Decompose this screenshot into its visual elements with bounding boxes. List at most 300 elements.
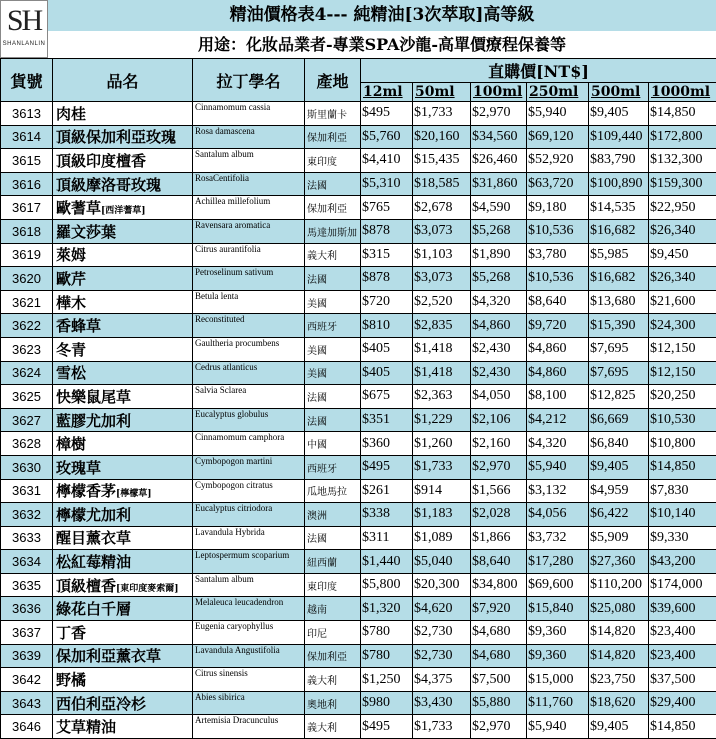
- product-name-text: 肉桂: [56, 105, 86, 123]
- latin-name: Leptospermum scoparium: [193, 550, 305, 574]
- price-cell: $1,566: [471, 479, 527, 503]
- price-cell: $20,250: [649, 385, 716, 409]
- price-cell: $338: [361, 503, 413, 527]
- price-cell: $405: [361, 337, 413, 361]
- price-cell: $4,680: [471, 644, 527, 668]
- price-cell: $43,200: [649, 550, 716, 574]
- price-cell: $495: [361, 715, 413, 739]
- page-subtitle: 用途：化妝品業者-專業SPA沙龍-高單價療程保養等: [48, 31, 716, 58]
- product-name: [53, 361, 193, 385]
- product-name: [53, 550, 193, 574]
- origin: 保加利亞: [305, 644, 361, 668]
- latin-name: Citrus aurantifolia: [193, 243, 305, 267]
- price-cell: $8,640: [471, 550, 527, 574]
- price-cell: $15,000: [527, 668, 589, 692]
- product-name-text: 樺木: [56, 294, 86, 312]
- price-cell: $4,860: [471, 314, 527, 338]
- origin: 保加利亞: [305, 125, 361, 149]
- product-code: 3619: [1, 243, 53, 267]
- header-name: 品名: [53, 59, 193, 102]
- product-name-text: 艾草精油: [56, 718, 116, 736]
- price-cell: $720: [361, 290, 413, 314]
- product-name-text: 藍膠尤加利: [56, 412, 131, 430]
- product-name-tag: [西洋蓍草]: [101, 206, 146, 216]
- price-cell: $6,669: [589, 408, 649, 432]
- product-name: [53, 432, 193, 456]
- product-name-text: 快樂鼠尾草: [56, 388, 131, 406]
- price-cell: $4,375: [413, 668, 471, 692]
- product-name-text: 樟樹: [56, 435, 86, 453]
- price-cell: $1,890: [471, 243, 527, 267]
- product-name-text: 玫瑰草: [56, 459, 101, 477]
- product-code: 3616: [1, 172, 53, 196]
- price-cell: $15,435: [413, 149, 471, 173]
- latin-name: Reconstituted: [193, 314, 305, 338]
- price-cell: $4,620: [413, 597, 471, 621]
- price-cell: $675: [361, 385, 413, 409]
- price-cell: $2,970: [471, 102, 527, 126]
- price-cell: $14,850: [649, 102, 716, 126]
- header-price: 直購價[NT$]: [361, 59, 716, 83]
- table-row: [1, 432, 716, 456]
- price-cell: $5,040: [413, 550, 471, 574]
- price-cell: $1,260: [413, 432, 471, 456]
- price-cell: $4,680: [471, 621, 527, 645]
- price-cell: $18,585: [413, 172, 471, 196]
- header-size: 12ml: [361, 83, 413, 102]
- price-cell: $5,940: [527, 102, 589, 126]
- product-name: [53, 597, 193, 621]
- origin: 紐西蘭: [305, 550, 361, 574]
- price-cell: $5,310: [361, 172, 413, 196]
- product-code: 3624: [1, 361, 53, 385]
- table-row: [1, 243, 716, 267]
- table-row: [1, 573, 716, 597]
- product-name: [53, 149, 193, 173]
- table-row: [1, 219, 716, 243]
- price-cell: $17,280: [527, 550, 589, 574]
- price-cell: $16,682: [589, 219, 649, 243]
- latin-name: Lavandula Hybrida: [193, 526, 305, 550]
- product-name: [53, 573, 193, 597]
- price-cell: $8,100: [527, 385, 589, 409]
- origin: 西班牙: [305, 314, 361, 338]
- latin-name: Santalum album: [193, 149, 305, 173]
- price-cell: $110,200: [589, 573, 649, 597]
- price-cell: $12,150: [649, 361, 716, 385]
- price-cell: $14,820: [589, 644, 649, 668]
- price-cell: $4,050: [471, 385, 527, 409]
- product-code: 3621: [1, 290, 53, 314]
- product-name: [53, 267, 193, 291]
- product-code: 3614: [1, 125, 53, 149]
- header-size: 250ml: [527, 83, 589, 102]
- price-cell: $311: [361, 526, 413, 550]
- price-cell: $9,180: [527, 196, 589, 220]
- price-cell: $914: [413, 479, 471, 503]
- latin-name: Citrus sinensis: [193, 668, 305, 692]
- price-cell: $16,682: [589, 267, 649, 291]
- product-code: 3623: [1, 337, 53, 361]
- price-cell: $159,300: [649, 172, 716, 196]
- product-code: 3646: [1, 715, 53, 739]
- origin: 法國: [305, 172, 361, 196]
- price-cell: $8,640: [527, 290, 589, 314]
- price-cell: $4,959: [589, 479, 649, 503]
- price-cell: $10,530: [649, 408, 716, 432]
- price-cell: $7,920: [471, 597, 527, 621]
- origin: 法國: [305, 385, 361, 409]
- header-size: 500ml: [589, 83, 649, 102]
- price-cell: $109,440: [589, 125, 649, 149]
- price-cell: $360: [361, 432, 413, 456]
- price-cell: $2,160: [471, 432, 527, 456]
- product-name: [53, 644, 193, 668]
- price-cell: $495: [361, 455, 413, 479]
- product-code: 3622: [1, 314, 53, 338]
- origin: 義大利: [305, 715, 361, 739]
- latin-name: RosaCentifolia: [193, 172, 305, 196]
- product-name: [53, 455, 193, 479]
- price-cell: $14,850: [649, 455, 716, 479]
- latin-name: Ravensara aromatica: [193, 219, 305, 243]
- product-name-text: 保加利亞薰衣草: [56, 647, 161, 665]
- price-cell: $14,820: [589, 621, 649, 645]
- latin-name: Santalum album: [193, 573, 305, 597]
- latin-name: Betula lenta: [193, 290, 305, 314]
- table-row: [1, 668, 716, 692]
- price-cell: $2,520: [413, 290, 471, 314]
- origin: 西班牙: [305, 455, 361, 479]
- price-cell: $2,430: [471, 337, 527, 361]
- table-row: [1, 597, 716, 621]
- origin: 保加利亞: [305, 196, 361, 220]
- product-name-text: 冬青: [56, 341, 86, 359]
- price-cell: $4,056: [527, 503, 589, 527]
- price-cell: $4,860: [527, 337, 589, 361]
- price-cell: $1,418: [413, 361, 471, 385]
- product-name: [53, 125, 193, 149]
- price-cell: $10,140: [649, 503, 716, 527]
- price-cell: $2,970: [471, 455, 527, 479]
- price-cell: $9,330: [649, 526, 716, 550]
- latin-name: Rosa damascena: [193, 125, 305, 149]
- product-name: [53, 337, 193, 361]
- product-name: [53, 526, 193, 550]
- product-name-text: 雪松: [56, 364, 86, 382]
- price-cell: $14,850: [649, 715, 716, 739]
- header-size: 100ml: [471, 83, 527, 102]
- product-code: 3636: [1, 597, 53, 621]
- table-row: [1, 503, 716, 527]
- origin: 馬達加斯加: [305, 219, 361, 243]
- price-cell: $2,730: [413, 621, 471, 645]
- price-cell: $351: [361, 408, 413, 432]
- price-cell: $10,536: [527, 219, 589, 243]
- price-cell: $12,825: [589, 385, 649, 409]
- price-cell: $20,160: [413, 125, 471, 149]
- product-name: [53, 219, 193, 243]
- price-cell: $2,430: [471, 361, 527, 385]
- latin-name: Melaleuca leucadendron: [193, 597, 305, 621]
- product-code: 3633: [1, 526, 53, 550]
- product-code: 3628: [1, 432, 53, 456]
- product-name: [53, 196, 193, 220]
- price-cell: $9,405: [589, 715, 649, 739]
- price-cell: $5,985: [589, 243, 649, 267]
- table-row: [1, 290, 716, 314]
- origin: 義大利: [305, 243, 361, 267]
- price-cell: $23,400: [649, 644, 716, 668]
- table-row: [1, 526, 716, 550]
- latin-name: Cymbopogon martini: [193, 455, 305, 479]
- latin-name: Cinnamomum cassia: [193, 102, 305, 126]
- latin-name: Artemisia Dracunculus: [193, 715, 305, 739]
- logo-monogram: SH: [1, 1, 47, 41]
- product-name-text: 頂級摩洛哥玫瑰: [56, 176, 161, 194]
- price-table: [0, 58, 716, 739]
- price-cell: $20,300: [413, 573, 471, 597]
- header-origin: 產地: [305, 59, 361, 102]
- price-cell: $22,950: [649, 196, 716, 220]
- product-name-text: 西伯利亞冷杉: [56, 695, 146, 713]
- product-name-text: 野橘: [56, 671, 86, 689]
- table-row: [1, 314, 716, 338]
- latin-name: Petroselinum sativum: [193, 267, 305, 291]
- product-name: [53, 691, 193, 715]
- price-cell: $878: [361, 267, 413, 291]
- price-cell: $174,000: [649, 573, 716, 597]
- product-name: [53, 172, 193, 196]
- origin: 義大利: [305, 668, 361, 692]
- product-name-tag: [檸檬草]: [116, 489, 152, 499]
- price-cell: $9,360: [527, 621, 589, 645]
- price-cell: $37,500: [649, 668, 716, 692]
- price-cell: $2,028: [471, 503, 527, 527]
- header-size: 50ml: [413, 83, 471, 102]
- origin: 法國: [305, 526, 361, 550]
- product-code: 3630: [1, 455, 53, 479]
- latin-name: Salvia Sclarea: [193, 385, 305, 409]
- price-cell: $3,132: [527, 479, 589, 503]
- origin: 美國: [305, 290, 361, 314]
- price-cell: $1,229: [413, 408, 471, 432]
- header-code: 貨號: [1, 59, 53, 102]
- origin: 奧地利: [305, 691, 361, 715]
- table-row: [1, 550, 716, 574]
- table-row: [1, 267, 716, 291]
- origin: 東印度: [305, 149, 361, 173]
- table-row: [1, 455, 716, 479]
- product-name-text: 綠花白千層: [56, 600, 131, 618]
- price-cell: $5,268: [471, 219, 527, 243]
- origin: 瓜地馬拉: [305, 479, 361, 503]
- price-cell: $9,720: [527, 314, 589, 338]
- price-cell: $1,733: [413, 715, 471, 739]
- product-code: 3632: [1, 503, 53, 527]
- price-cell: $26,340: [649, 219, 716, 243]
- price-cell: $7,695: [589, 337, 649, 361]
- product-code: 3639: [1, 644, 53, 668]
- price-cell: $52,920: [527, 149, 589, 173]
- logo: [0, 0, 48, 58]
- price-cell: $1,320: [361, 597, 413, 621]
- latin-name: Achillea millefolium: [193, 196, 305, 220]
- product-name-text: 丁香: [56, 624, 86, 642]
- price-cell: $1,733: [413, 102, 471, 126]
- table-row: [1, 715, 716, 739]
- product-code: 3618: [1, 219, 53, 243]
- product-name-text: 醒目薰衣草: [56, 529, 131, 547]
- price-cell: $25,080: [589, 597, 649, 621]
- product-code: 3625: [1, 385, 53, 409]
- product-name: [53, 668, 193, 692]
- product-code: 3635: [1, 573, 53, 597]
- price-cell: $4,410: [361, 149, 413, 173]
- table-row: [1, 479, 716, 503]
- price-cell: $3,780: [527, 243, 589, 267]
- product-name-text: 歐芹: [56, 270, 86, 288]
- price-cell: $132,300: [649, 149, 716, 173]
- price-cell: $2,678: [413, 196, 471, 220]
- origin: 中國: [305, 432, 361, 456]
- price-cell: $5,800: [361, 573, 413, 597]
- product-name-text: 頂級保加利亞玫瑰: [56, 128, 176, 146]
- latin-name: Gaultheria procumbens: [193, 337, 305, 361]
- product-name-text: 檸檬香茅: [56, 482, 116, 500]
- price-cell: $34,560: [471, 125, 527, 149]
- price-cell: $7,830: [649, 479, 716, 503]
- table-row: [1, 149, 716, 173]
- price-cell: $9,405: [589, 455, 649, 479]
- origin: 澳洲: [305, 503, 361, 527]
- price-cell: $405: [361, 361, 413, 385]
- price-cell: $780: [361, 621, 413, 645]
- price-cell: $261: [361, 479, 413, 503]
- price-cell: $26,460: [471, 149, 527, 173]
- header-size: 1000ml: [649, 83, 716, 102]
- price-cell: $4,320: [471, 290, 527, 314]
- product-name: [53, 385, 193, 409]
- price-cell: $3,732: [527, 526, 589, 550]
- origin: 法國: [305, 267, 361, 291]
- origin: 印尼: [305, 621, 361, 645]
- product-code: 3637: [1, 621, 53, 645]
- table-row: [1, 172, 716, 196]
- price-cell: $5,940: [527, 715, 589, 739]
- price-cell: $4,860: [527, 361, 589, 385]
- table-row: [1, 691, 716, 715]
- price-cell: $3,073: [413, 219, 471, 243]
- price-cell: $69,120: [527, 125, 589, 149]
- price-cell: $5,909: [589, 526, 649, 550]
- price-cell: $7,695: [589, 361, 649, 385]
- price-cell: $495: [361, 102, 413, 126]
- price-cell: $31,860: [471, 172, 527, 196]
- price-cell: $5,940: [527, 455, 589, 479]
- price-cell: $100,890: [589, 172, 649, 196]
- table-row: [1, 621, 716, 645]
- price-cell: $172,800: [649, 125, 716, 149]
- price-cell: $4,590: [471, 196, 527, 220]
- price-cell: $69,600: [527, 573, 589, 597]
- table-row: [1, 125, 716, 149]
- latin-name: Eugenia caryophyllus: [193, 621, 305, 645]
- price-cell: $1,440: [361, 550, 413, 574]
- table-row: [1, 644, 716, 668]
- page-title: 精油價格表4--- 純精油[3次萃取]高等級: [48, 0, 716, 31]
- origin: 法國: [305, 408, 361, 432]
- price-cell: $980: [361, 691, 413, 715]
- product-name-text: 萊姆: [56, 246, 86, 264]
- price-cell: $878: [361, 219, 413, 243]
- product-name-text: 檸檬尤加利: [56, 506, 131, 524]
- table-row: [1, 337, 716, 361]
- product-name: [53, 479, 193, 503]
- table-row: [1, 408, 716, 432]
- latin-name: Abies sibirica: [193, 691, 305, 715]
- price-cell: $780: [361, 644, 413, 668]
- price-cell: $10,536: [527, 267, 589, 291]
- price-cell: $83,790: [589, 149, 649, 173]
- product-code: 3620: [1, 267, 53, 291]
- price-cell: $1,866: [471, 526, 527, 550]
- price-cell: $9,405: [589, 102, 649, 126]
- product-name: [53, 102, 193, 126]
- price-cell: $7,500: [471, 668, 527, 692]
- product-name-text: 頂級印度檀香: [56, 152, 146, 170]
- product-name-text: 頂級檀香: [56, 577, 116, 595]
- price-cell: $5,880: [471, 691, 527, 715]
- product-name: [53, 290, 193, 314]
- price-cell: $14,535: [589, 196, 649, 220]
- price-cell: $13,680: [589, 290, 649, 314]
- product-code: 3642: [1, 668, 53, 692]
- price-cell: $26,340: [649, 267, 716, 291]
- price-cell: $2,730: [413, 644, 471, 668]
- price-cell: $1,103: [413, 243, 471, 267]
- price-cell: $39,600: [649, 597, 716, 621]
- price-cell: $3,073: [413, 267, 471, 291]
- price-cell: $18,620: [589, 691, 649, 715]
- product-name: [53, 408, 193, 432]
- product-name: [53, 715, 193, 739]
- origin: 美國: [305, 361, 361, 385]
- product-name: [53, 621, 193, 645]
- price-cell: $6,422: [589, 503, 649, 527]
- price-cell: $27,360: [589, 550, 649, 574]
- product-code: 3634: [1, 550, 53, 574]
- latin-name: Cedrus atlanticus: [193, 361, 305, 385]
- price-cell: $2,106: [471, 408, 527, 432]
- price-cell: $10,800: [649, 432, 716, 456]
- latin-name: Eucalyptus globulus: [193, 408, 305, 432]
- price-cell: $5,268: [471, 267, 527, 291]
- table-row: [1, 385, 716, 409]
- product-code: 3617: [1, 196, 53, 220]
- product-code: 3615: [1, 149, 53, 173]
- price-cell: $63,720: [527, 172, 589, 196]
- product-code: 3613: [1, 102, 53, 126]
- price-cell: $3,430: [413, 691, 471, 715]
- price-cell: $765: [361, 196, 413, 220]
- product-name: [53, 243, 193, 267]
- header-latin: 拉丁學名: [193, 59, 305, 102]
- origin: 東印度: [305, 573, 361, 597]
- origin: 美國: [305, 337, 361, 361]
- table-row: [1, 102, 716, 126]
- latin-name: Lavandula Angustifolia: [193, 644, 305, 668]
